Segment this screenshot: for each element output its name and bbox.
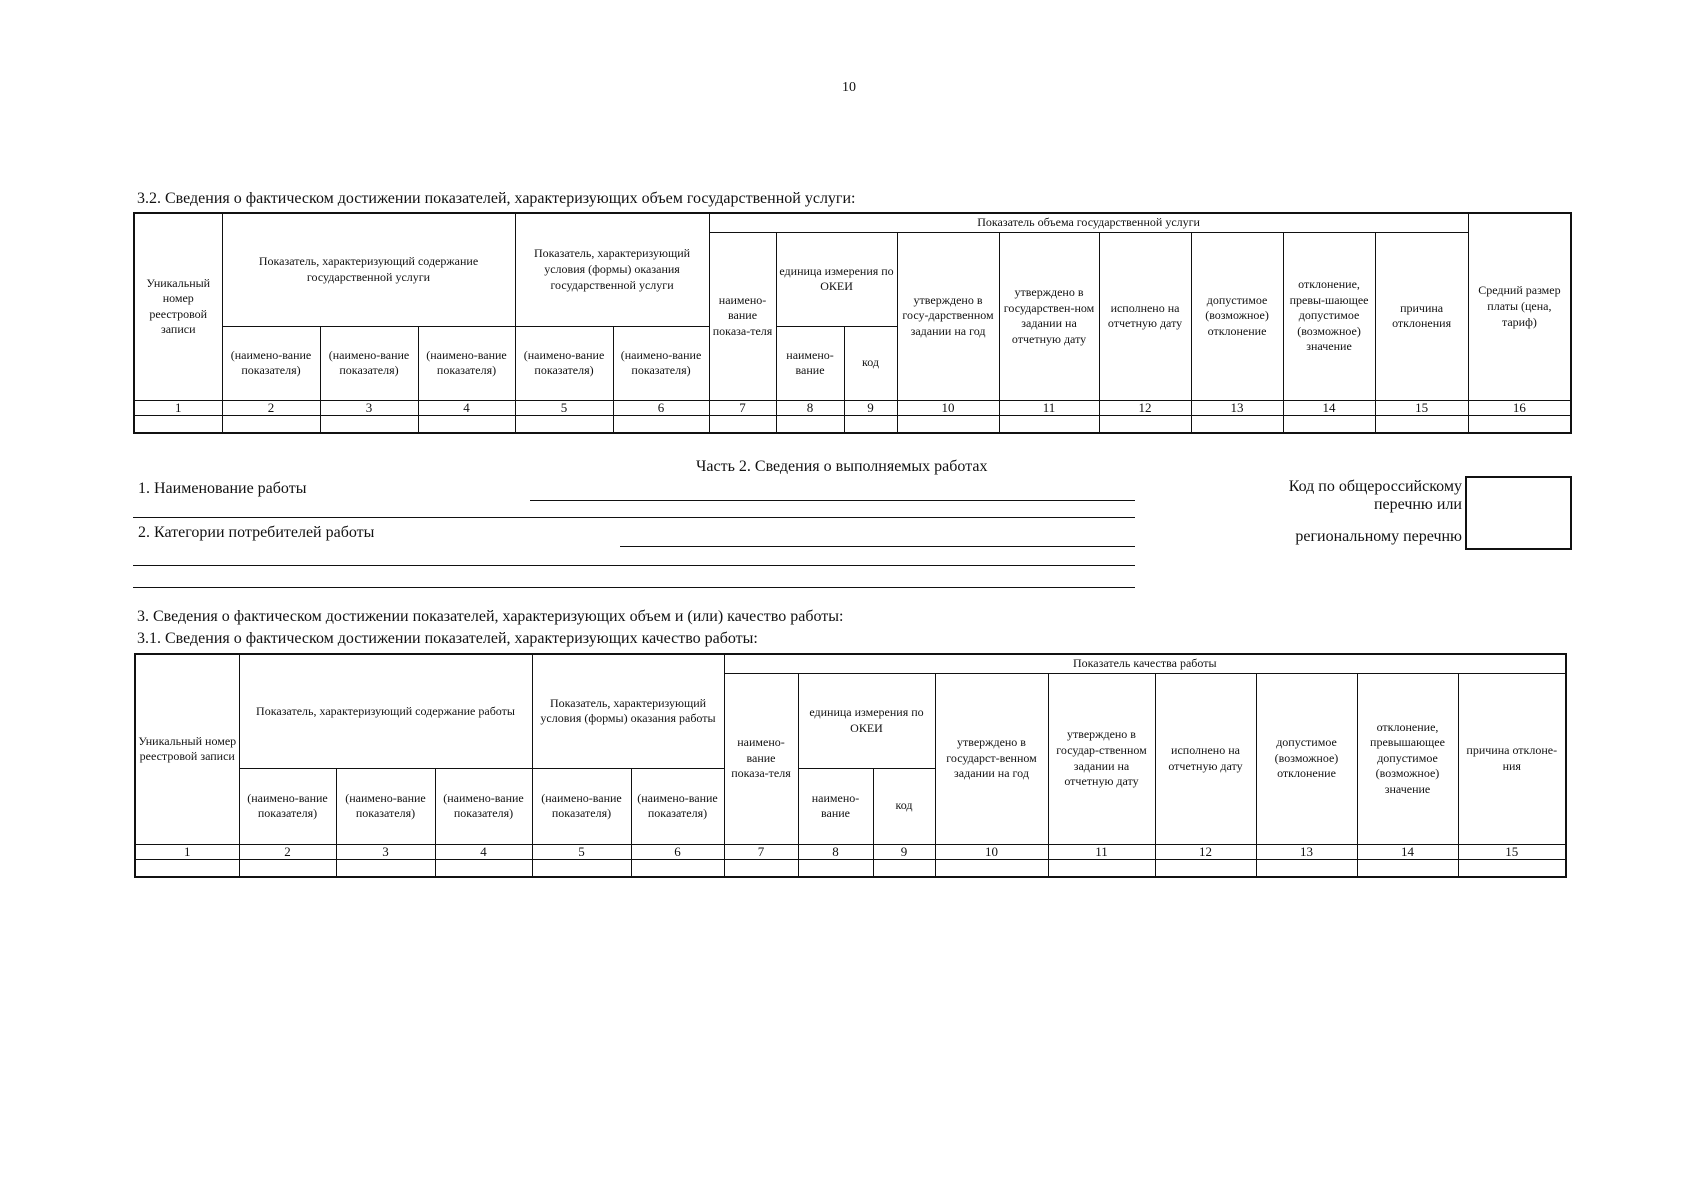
column-number: 16	[1468, 400, 1571, 415]
code-label-line-3: региональному перечню	[1295, 528, 1462, 545]
sub-indicator-label: (наимено-вание показателя)	[239, 768, 336, 844]
column-number: 9	[844, 400, 897, 415]
column-number: 15	[1458, 844, 1566, 859]
header-volume-indicator: Показатель объема государственной услуги	[709, 213, 1468, 232]
column-number: 12	[1155, 844, 1256, 859]
column-number: 14	[1357, 844, 1458, 859]
header-indicator-name: наимено-вание показа-теля	[709, 232, 776, 400]
header-unique-number: Уникальный номер реестровой записи	[134, 213, 222, 400]
sub-indicator-label: (наимено-вание показателя)	[435, 768, 532, 844]
header-unit-name: наимено-вание	[776, 326, 844, 400]
column-number: 15	[1375, 400, 1468, 415]
header-allowed-deviation: допустимое (возможное) отклонение	[1256, 673, 1357, 844]
header-executed: исполнено на отчетную дату	[1155, 673, 1256, 844]
column-number: 14	[1283, 400, 1375, 415]
column-number: 10	[897, 400, 999, 415]
header-unit-okei: единица измерения по ОКЕИ	[798, 673, 935, 768]
header-deviation-reason: причина отклоне-ния	[1458, 673, 1566, 844]
header-exceeding-deviation: отклонение, превы-шающее допустимое (возможное) значение	[1283, 232, 1375, 400]
header-conditions-indicator: Показатель, характеризующий условия (формы) оказания государственной услуги	[515, 213, 709, 326]
table-row	[134, 415, 1571, 433]
header-indicator-name: наимено-вание показа-теля	[724, 673, 798, 844]
column-number: 11	[1048, 844, 1155, 859]
volume-indicators-table	[133, 212, 1572, 434]
column-number: 4	[418, 400, 515, 415]
column-number: 8	[776, 400, 844, 415]
consumer-categories-line-3	[133, 587, 1135, 588]
header-unit-code: код	[873, 768, 935, 844]
column-number: 3	[320, 400, 418, 415]
section-3-title: 3. Сведения о фактическом достижении показателей, характеризующих объем и (или) качество работы:	[137, 608, 844, 625]
column-number: 12	[1099, 400, 1191, 415]
work-name-line	[530, 500, 1135, 501]
sub-indicator-label: (наимено-вание показателя)	[418, 326, 515, 400]
header-content-indicator: Показатель, характеризующий содержание работы	[239, 654, 532, 768]
sub-indicator-label: (наимено-вание показателя)	[613, 326, 709, 400]
column-number: 8	[798, 844, 873, 859]
header-deviation-reason: причина отклонения	[1375, 232, 1468, 400]
header-allowed-deviation: допустимое (возможное) отклонение	[1191, 232, 1283, 400]
consumer-categories-label: 2. Категории потребителей работы	[138, 524, 375, 541]
consumer-categories-line-2	[133, 565, 1135, 566]
header-average-price: Средний размер платы (цена, тариф)	[1468, 213, 1571, 400]
column-number: 6	[613, 400, 709, 415]
header-content-indicator: Показатель, характеризующий содержание государственной услуги	[222, 213, 515, 326]
sub-indicator-label: (наимено-вание показателя)	[515, 326, 613, 400]
column-number: 7	[724, 844, 798, 859]
column-number: 5	[532, 844, 631, 859]
code-label-line-1: Код по общероссийскому	[1288, 478, 1462, 495]
column-number: 11	[999, 400, 1099, 415]
column-number: 7	[709, 400, 776, 415]
header-unique-number: Уникальный номер реестровой записи	[135, 654, 239, 844]
header-unit-code: код	[844, 326, 897, 400]
header-conditions-indicator: Показатель, характеризующий условия (формы) оказания работы	[532, 654, 724, 768]
column-number: 6	[631, 844, 724, 859]
sub-indicator-label: (наимено-вание показателя)	[320, 326, 418, 400]
section-3-2-title: 3.2. Сведения о фактическом достижении показателей, характеризующих объем государственной услуги:	[137, 190, 856, 207]
consumer-categories-line	[620, 546, 1135, 547]
header-quality-indicator: Показатель качества работы	[724, 654, 1566, 673]
header-exceeding-deviation: отклонение, превышающее допустимое (возможное) значение	[1357, 673, 1458, 844]
column-number: 13	[1191, 400, 1283, 415]
header-approved-year: утверждено в государст-венном задании на год	[935, 673, 1048, 844]
column-number: 13	[1256, 844, 1357, 859]
table-row	[135, 859, 1566, 877]
header-unit-okei: единица измерения по ОКЕИ	[776, 232, 897, 326]
column-number: 2	[239, 844, 336, 859]
work-name-label: 1. Наименование работы	[138, 480, 307, 497]
sub-indicator-label: (наимено-вание показателя)	[532, 768, 631, 844]
header-approved-date: утверждено в государствен-ном задании на отчетную дату	[999, 232, 1099, 400]
section-3-1-title: 3.1. Сведения о фактическом достижении показателей, характеризующих качество работы:	[137, 630, 758, 647]
column-number: 4	[435, 844, 532, 859]
header-approved-year: утверждено в госу-дарственном задании на год	[897, 232, 999, 400]
code-label-line-2: перечню или	[1373, 496, 1462, 513]
work-name-line-2	[133, 517, 1135, 518]
sub-indicator-label: (наимено-вание показателя)	[336, 768, 435, 844]
header-unit-name: наимено-вание	[798, 768, 873, 844]
column-number: 2	[222, 400, 320, 415]
column-number: 1	[135, 844, 239, 859]
part-2-title: Часть 2. Сведения о выполняемых работах	[696, 458, 988, 475]
page-number: 10	[842, 80, 856, 95]
sub-indicator-label: (наимено-вание показателя)	[631, 768, 724, 844]
registry-code-box	[1465, 476, 1572, 550]
column-number: 9	[873, 844, 935, 859]
column-number: 10	[935, 844, 1048, 859]
column-number: 3	[336, 844, 435, 859]
header-approved-date: утверждено в государ-ственном задании на отчетную дату	[1048, 673, 1155, 844]
quality-indicators-table	[134, 653, 1567, 878]
column-number: 1	[134, 400, 222, 415]
sub-indicator-label: (наимено-вание показателя)	[222, 326, 320, 400]
header-executed: исполнено на отчетную дату	[1099, 232, 1191, 400]
column-number: 5	[515, 400, 613, 415]
